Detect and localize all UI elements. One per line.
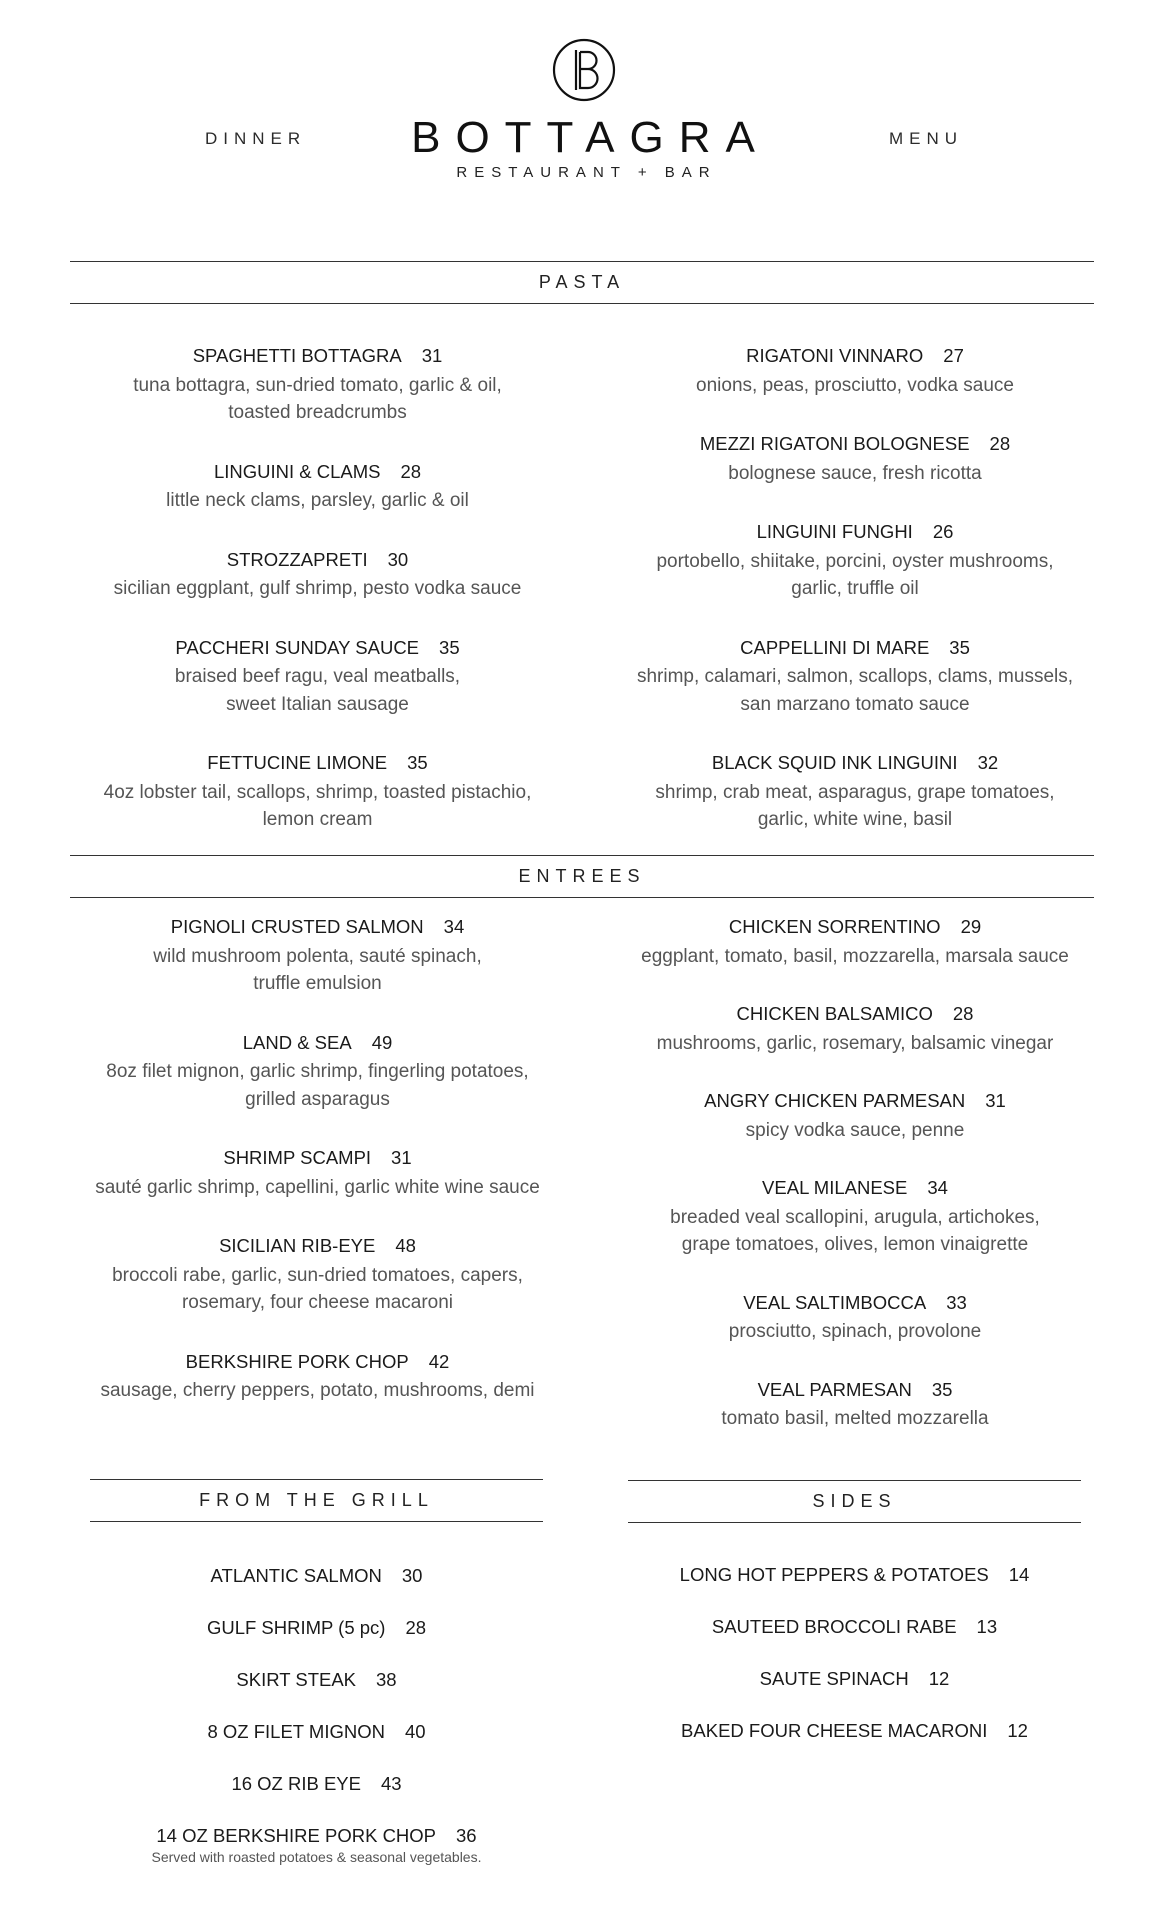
menu-item-name: CHICKEN SORRENTINO <box>728 916 941 937</box>
menu-item-description: onions, peas, prosciutto, vodka sauce <box>696 374 1014 396</box>
menu-item-description: sweet Italian sausage <box>226 693 409 715</box>
menu-item-price: 43 <box>380 1773 402 1794</box>
menu-item <box>70 546 565 603</box>
menu-item-name: STROZZAPRETI <box>226 548 368 570</box>
menu-item-description: eggplant, tomato, basil, mozzarella, marsala sauce <box>641 945 1069 967</box>
menu-item-price: 34 <box>927 1177 948 1198</box>
menu-item-price: 38 <box>376 1669 397 1690</box>
menu-item-header <box>70 458 565 488</box>
menu-item-price: 28 <box>952 1003 974 1024</box>
menu-item-header <box>70 1029 565 1059</box>
menu-item-header <box>605 1289 1105 1319</box>
menu-item-header <box>605 1087 1105 1117</box>
menu-item-header <box>605 1376 1105 1406</box>
menu-item-name: LONG HOT PEPPERS & POTATOES <box>679 1564 989 1585</box>
brand-subtitle: RESTAURANT + BAR <box>456 164 717 181</box>
menu-item-price: 31 <box>421 345 443 366</box>
menu-item <box>605 518 1105 603</box>
menu-item-name: BERKSHIRE PORK CHOP <box>185 1350 409 1372</box>
menu-item-name: PIGNOLI CRUSTED SALMON <box>170 916 424 937</box>
menu-item-price: 28 <box>400 460 422 482</box>
menu-item-header <box>605 749 1105 779</box>
menu-item-name: 16 OZ RIB EYE <box>231 1773 361 1794</box>
menu-item-name: LINGUINI FUNGHI <box>756 521 913 542</box>
menu-item-header <box>605 634 1105 664</box>
menu-item-description: 4oz lobster tail, scallops, shrimp, toasted pistachio, <box>103 781 532 803</box>
menu-item <box>605 1289 1105 1346</box>
menu-item-description: portobello, shiitake, porcini, oyster mushrooms, <box>656 550 1054 572</box>
menu-item <box>605 342 1105 399</box>
menu-item-header <box>70 342 565 372</box>
menu-item <box>70 913 565 998</box>
menu-item-price: 35 <box>949 636 970 658</box>
menu-item <box>70 1144 565 1201</box>
menu-item-header <box>70 1144 565 1174</box>
menu-item <box>70 458 565 515</box>
menu-item-name: SAUTEED BROCCOLI RABE <box>711 1616 957 1637</box>
menu-item-price: 48 <box>395 1235 416 1256</box>
menu-item-price: 31 <box>985 1090 1006 1111</box>
menu-item-name: SICILIAN RIB-EYE <box>219 1235 376 1256</box>
menu-item-description: breaded veal scallopini, arugula, artichokes, <box>670 1206 1040 1228</box>
menu-item-name: RIGATONI VINNARO <box>746 345 924 366</box>
menu-item <box>70 1029 565 1114</box>
menu-item-price: 33 <box>946 1291 967 1313</box>
section-header-grill: FROM THE GRILL <box>90 1479 543 1522</box>
menu-label: MENU <box>889 129 964 148</box>
menu-item-price: 35 <box>931 1378 953 1400</box>
menu-item <box>90 1718 543 1748</box>
menu-item <box>605 913 1105 970</box>
menu-item <box>90 1770 543 1800</box>
menu-item <box>605 430 1105 487</box>
entrees-right-column <box>605 913 1105 1433</box>
menu-item-description: shrimp, crab meat, asparagus, grape tomatoes, <box>655 781 1055 803</box>
menu-item-description: 8oz filet mignon, garlic shrimp, fingerling potatoes, <box>106 1061 529 1082</box>
menu-item-name: CHICKEN BALSAMICO <box>736 1003 933 1024</box>
menu-item-price: 14 <box>1008 1564 1030 1585</box>
grill-list <box>90 1562 543 1852</box>
menu-item <box>90 1562 543 1592</box>
menu-item-description: tuna bottagra, sun-dried tomato, garlic & oil, <box>133 374 502 396</box>
grill-note <box>90 1849 543 1867</box>
menu-item <box>628 1561 1081 1591</box>
menu-item-description: garlic, white wine, basil <box>757 809 953 830</box>
menu-item-description: san marzano tomato sauce <box>740 693 970 715</box>
menu-item-price: 31 <box>391 1147 412 1168</box>
menu-item-name: CAPPELLINI DI MARE <box>740 636 930 658</box>
menu-item-price: 12 <box>1007 1720 1028 1741</box>
menu-item-description: broccoli rabe, garlic, sun-dried tomatoes, capers, <box>112 1264 523 1286</box>
menu-item-header <box>605 1000 1105 1030</box>
menu-item-description: wild mushroom polenta, sauté spinach, <box>153 945 482 967</box>
menu-item-description: grilled asparagus <box>245 1088 390 1110</box>
menu-item <box>70 1348 565 1405</box>
menu-item-price: 29 <box>960 916 982 937</box>
menu-item-description: sausage, cherry peppers, potato, mushrooms, demi <box>100 1380 535 1401</box>
menu-item-description: garlic, truffle oil <box>791 578 919 599</box>
menu-item <box>605 1174 1105 1259</box>
menu-item <box>70 1232 565 1317</box>
menu-item-header <box>70 913 565 943</box>
menu-item-description: shrimp, calamari, salmon, scallops, clams, mussels, <box>636 666 1074 687</box>
menu-item-description: toasted breadcrumbs <box>228 402 407 423</box>
menu-item-price: 32 <box>977 752 999 773</box>
menu-item-description: sauté garlic shrimp, capellini, garlic white wine sauce <box>95 1176 540 1198</box>
menu-item-header <box>605 430 1105 460</box>
menu-item-description: tomato basil, melted mozzarella <box>721 1408 989 1429</box>
menu-item-name: ANGRY CHICKEN PARMESAN <box>704 1090 966 1111</box>
menu-item-price: 49 <box>371 1031 393 1053</box>
menu-item <box>605 749 1105 834</box>
menu-item-description: lemon cream <box>262 809 373 830</box>
menu-item <box>605 1087 1105 1144</box>
menu-item-name: 14 OZ BERKSHIRE PORK CHOP <box>156 1825 437 1846</box>
menu-item-header <box>605 1174 1105 1204</box>
menu-item-description: sicilian eggplant, gulf shrimp, pesto vodka sauce <box>113 578 522 599</box>
menu-item-name: VEAL SALTIMBOCCA <box>743 1291 927 1313</box>
menu-item-name: ATLANTIC SALMON <box>210 1565 382 1586</box>
menu-item <box>70 634 565 719</box>
brand-name: BOTTAGRA <box>411 113 770 162</box>
menu-item-name: SAUTE SPINACH <box>759 1668 909 1689</box>
dinner-label: DINNER <box>205 129 307 148</box>
menu-item-description: truffle emulsion <box>253 973 382 994</box>
menu-item-description: mushrooms, garlic, rosemary, balsamic vinegar <box>656 1032 1054 1054</box>
menu-item <box>605 1000 1105 1057</box>
menu-item <box>90 1666 543 1696</box>
menu-item-name: LAND & SEA <box>242 1031 352 1053</box>
menu-item-price: 35 <box>407 752 428 773</box>
menu-item-header <box>70 1348 565 1378</box>
menu-item-description: rosemary, four cheese macaroni <box>181 1292 454 1313</box>
menu-item-price: 36 <box>456 1825 477 1846</box>
menu-item-header <box>70 546 565 576</box>
menu-item-name: VEAL PARMESAN <box>757 1378 912 1400</box>
menu-item-description: braised beef ragu, veal meatballs, <box>174 666 461 687</box>
menu-item-price: 35 <box>439 636 460 658</box>
menu-item-header <box>605 342 1105 372</box>
menu-item-header <box>605 518 1105 548</box>
menu-item-header <box>605 913 1105 943</box>
menu-item-description: spicy vodka sauce, penne <box>745 1119 965 1141</box>
menu-item <box>628 1613 1081 1643</box>
menu-item-price: 30 <box>387 548 409 570</box>
menu-item-header <box>70 634 565 664</box>
menu-item <box>70 342 565 427</box>
menu-item-header <box>70 1232 565 1262</box>
menu-item-name: SKIRT STEAK <box>236 1669 357 1690</box>
brand-block <box>383 112 783 181</box>
menu-item <box>90 1614 543 1644</box>
menu-item-price: 26 <box>932 521 954 542</box>
menu-item-name: VEAL MILANESE <box>762 1177 908 1198</box>
menu-item <box>70 749 565 834</box>
menu-item-price: 13 <box>976 1616 998 1637</box>
pasta-right-column <box>605 342 1105 834</box>
grill-note-text: Served with roasted potatoes & seasonal vegetables. <box>151 1849 482 1865</box>
section-header-sides: SIDES <box>628 1480 1081 1523</box>
pasta-left-column <box>70 342 565 834</box>
menu-item-price: 12 <box>928 1668 950 1689</box>
menu-item-name: PACCHERI SUNDAY SAUCE <box>175 636 420 658</box>
menu-item-name: GULF SHRIMP (5 pc) <box>206 1617 386 1638</box>
menu-item-name: FETTUCINE LIMONE <box>207 752 388 773</box>
menu-item-price: 40 <box>404 1721 426 1742</box>
menu-item-name: BLACK SQUID INK LINGUINI <box>711 752 958 773</box>
menu-item-name: 8 OZ FILET MIGNON <box>207 1721 385 1742</box>
menu-item-price: 34 <box>443 916 465 937</box>
menu-item-name: SHRIMP SCAMPI <box>223 1147 372 1168</box>
menu-item-description: bolognese sauce, fresh ricotta <box>728 462 982 484</box>
menu-item-name: SPAGHETTI BOTTAGRA <box>192 345 402 366</box>
menu-item-name: LINGUINI & CLAMS <box>213 460 381 482</box>
section-header-pasta: PASTA <box>70 261 1094 304</box>
menu-item-price: 27 <box>943 345 964 366</box>
menu-item-price: 30 <box>401 1565 423 1586</box>
menu-item-price: 28 <box>405 1617 427 1638</box>
sides-list <box>628 1561 1081 1747</box>
menu-item <box>605 634 1105 719</box>
menu-item <box>605 1376 1105 1433</box>
menu-item-price: 42 <box>428 1350 450 1372</box>
section-header-entrees: ENTREES <box>70 855 1094 898</box>
menu-item-description: prosciutto, spinach, provolone <box>728 1321 982 1342</box>
menu-item <box>628 1665 1081 1695</box>
menu-item-description: grape tomatoes, olives, lemon vinaigrette <box>681 1234 1029 1255</box>
menu-item-header <box>70 749 565 779</box>
menu-item <box>90 1822 543 1852</box>
menu-item-name: MEZZI RIGATONI BOLOGNESE <box>699 433 970 454</box>
menu-item-description: little neck clams, parsley, garlic & oil <box>166 490 469 511</box>
bottagra-logo-icon <box>552 38 616 102</box>
entrees-left-column <box>70 913 565 1405</box>
menu-item <box>628 1717 1081 1747</box>
menu-item-name: BAKED FOUR CHEESE MACARONI <box>681 1720 988 1741</box>
menu-item-price: 28 <box>989 433 1011 454</box>
